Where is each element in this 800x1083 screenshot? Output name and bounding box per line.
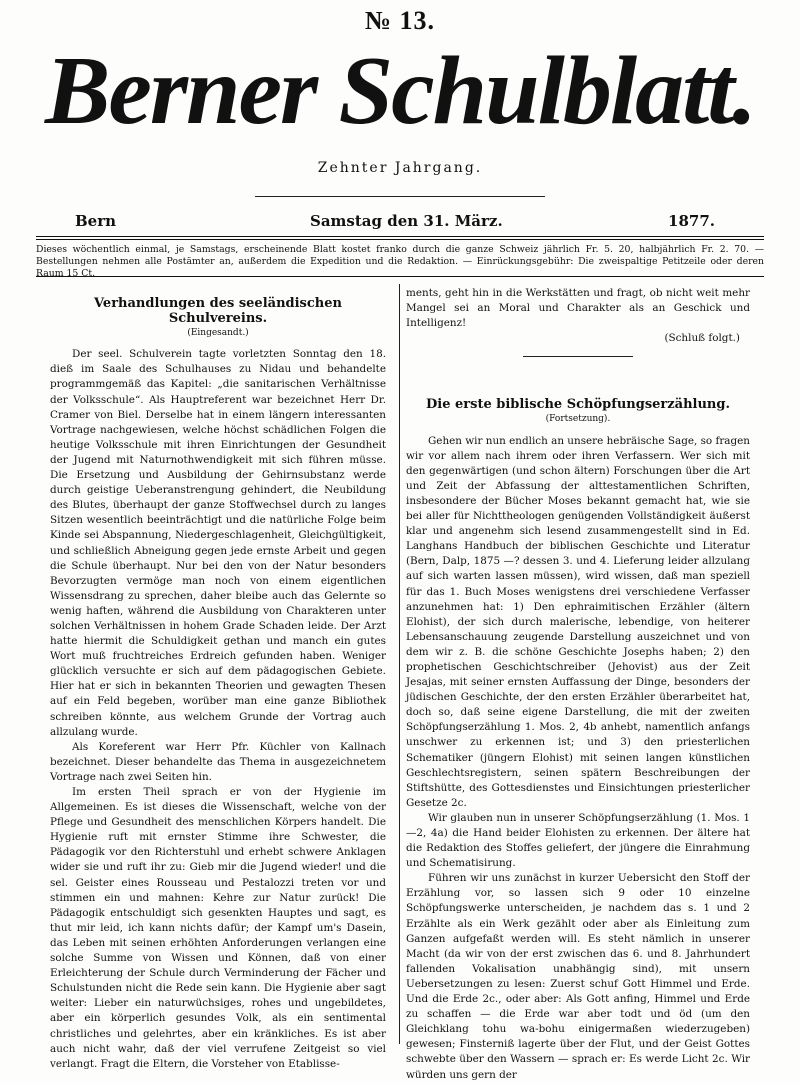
divider	[523, 356, 633, 357]
dateline-date: Samstag den 31. März.	[310, 212, 503, 230]
issue-number: № 13.	[364, 6, 436, 35]
paragraph: Im ersten Theil sprach er von der Hygienie im Allgemeinen. Es ist dieses die Wissenschaft, welche von der Pflege und Gesundheit des menschlichen Körpers handelt. Die Hygienie ruft mit ernster Stimme ihre Schwester, die Pädagogik vor den Richterstuhl und erhebt schwere Anklagen wider sie und ruft ihr zu: Gieb mir die Jugend wieder! und die sel. Geister eines Rousseau und Pestalozzi treten vor und stimmen ein und mahnen: Kehre zur Natur zurück! Die Pädagogik entschuldigt sich gesenkten Hauptes und sagt, es thut mir leid, ich kann nichts dafür; der Kampf um's Dasein, das Leben mit seinen erhöhten Anforderungen verlangen eine solche Summe von Wissen und Können, daß von einer Erleichterung der Schule durch Verminderung der Fächer und Schulstunden nicht die Rede sein kann. Die Hygienie aber sagt weiter: Lieber ein naturwüchsiges, rohes und ungebildetes, aber ein körperlich gesundes Volk, als ein sentimental christliches und gelehrtes, aber ein kränkliches. Es ist aber auch nicht wahr, daß der viel verrufene Zeitgeist so viel verlangt. Fragt die Eltern, die Vorsteher von Etablisse-	[50, 786, 386, 1070]
article-note: (Eingesandt.)	[187, 328, 249, 339]
left-column	[50, 286, 386, 1072]
paragraph: Führen wir uns zunächst in kurzer Uebersicht den Stoff der Erzählung vor, so lassen sich 9 oder 10 einzelne Schöpfungswerke unterscheiden, je nachdem das s. 1 und 2 Erzählte als ein Werk gezählt oder aber als Einleitung zum Ganzen aufgefaßt werden will. Es steht nämlich in unserer Macht (da wir von der erst zwischen das 6. und 8. Jahrhundert fallenden Vokalisation unabhängig sind), mit unsern Uebersetzungen zu lesen: Zuerst schuf Gott Himmel und Erde. Und die Erde 2c., oder aber: Als Gott anfing, Himmel und Erde zu schaffen — die Erde war aber todt und öd (um den Gleichklang tohu wa-bohu einigermaßen wiederzugeben) gewesen; Finsterniß lagerte über der Flut, und der Geist Gottes schwebte über den Wassern — sprach er: Es werde Licht 2c. Wir würden uns gern der	[406, 872, 750, 1081]
article-title: Die erste biblische Schöpfungserzählung.	[426, 397, 730, 413]
paragraph: Wir glauben nun in unserer Schöpfungserzählung (1. Mos. 1—2, 4a) die Hand beider Elohisten zu erkennen. Der ältere hat die Redaktion des Stoffes geliefert, der jüngere die Einrahmung und Schematisirung.	[406, 811, 750, 870]
dateline-place: Bern	[75, 212, 117, 230]
divider	[36, 276, 764, 277]
paragraph: Als Koreferent war Herr Pfr. Küchler von Kallnach bezeichnet. Dieser behandelte das Thema in ausgezeichnetem Vortrage nach zwei Seiten hin.	[50, 740, 386, 783]
dateline	[75, 212, 715, 234]
paragraph-continuation: ments, geht hin in die Werkstätten und fragt, ob nicht weit mehr Mangel sei an Moral und Charakter als an Geschick und Intelligenz!	[406, 287, 750, 330]
masthead-title: Berner Schulblatt.	[44, 37, 756, 145]
subscription-notice: Dieses wöchentlich einmal, je Samstags, erscheinende Blatt kostet franko durch die ganze Schweiz jährlich Fr. 5. 20, halbjährlich Fr. 2. 70. — Bestellungen nehmen alle Postämter an, außerdem die Expedition und die Redaktion. — Einrückungsgebühr: Die zweispaltige Petitzeile oder deren Raum 15 Ct.	[36, 244, 764, 279]
paragraph: Gehen wir nun endlich an unsere hebräische Sage, so fragen wir vor allem nach ihrem oder ihren Verfassern. Wer sich mit den gegenwärtigen (und schon ältern) Forschungen über die Art und Zeit der Abfassung der alttestamentlichen Schriften, insbesondere der Bücher Moses bekannt gemacht hat, wie sie bei aller für Nichttheologen genügenden Vollständigkeit äußerst klar und angenehm sich lesend zusammengestellt sind in Ed. Langhans Handbuch der biblischen Geschichte und Literatur (Bern, Dalp, 1875 —? dessen 3. und 4. Lieferung leider allzulang auf sich warten lassen müssen), wird wissen, daß man speziell für das 1. Buch Moses wenigstens drei verschiedene Verfasser anzunehmen hat: 1) Den ephraimitischen Erzähler (ältern Elohist), der sich durch malerische, lebendige, von heiterer Lebensanschauung zeugende Darstellung auszeichnet und von dem wir z. B. die schöne Geschichte Josephs haben; 2) den prophetischen Geschichtschreiber (Jehovist) aus der Zeit Jesajas, mit seiner ernsten Auffassung der Dinge, besonders der jüdischen Geschichte, der den ersten Erzähler überarbeitet hat, doch so, daß seine eigene Darstellung, die mit der zweiten Schöpfungserzählung 1. Mos. 2, 4b anhebt, namentlich anfangs unschwer zu erkennen ist; und 3) den priesterlichen Schematiker (jüngern Elohist) mit seinen langen künstlichen Geschlechtsregistern, seinen spätern Beschreibungen der Stiftshütte, des Gottesdienstes und Einsichtungen priesterlicher Gesetze 2c.	[406, 434, 750, 809]
divider	[36, 236, 764, 240]
paragraph: Der seel. Schulverein tagte vorletzten Sonntag den 18. dieß im Saale des Schulhauses zu Nidau und behandelte programmgemäß das Kapitel: „die sanitarischen Verhältnisse der Volksschule“. Als Hauptreferent war bezeichnet Herr Dr. Cramer von Biel. Derselbe hat in einem längern interessanten Vortrage nachgewiesen, welche höchst schädlichen Folgen die heutige Volksschule mit ihren Einrichtungen der Gesundheit der Jugend mit Naturnothwendigkeit mit sich führen müsse. Die Ersetzung und Ausbildung der Gehirnsubstanz werde durch geistige Ueberanstrengung gehindert, die Neubildung des Blutes, überhaupt der ganze Stoffwechsel durch zu langes Sitzen wesentlich beeinträchtigt und die natürliche Folge beim Kinde sei Abspannung, Niedergeschlagenheit, Gleichgültigkeit, und schließlich Abneigung gegen jede ernste Arbeit und gegen die Schule überhaupt. Nur bei den von der Natur besonders Bevorzugten vermöge man noch von einem eigentlichen Wissensdrang zu sprechen, daher bleibe auch das Gelernte so wenig haften, während die Ausbildung von Charakteren unter solchen Verhältnissen in hohem Grade Schaden leide. Der Arzt hatte hiermit die Schuldigkeit gethan und manch ein gutes Wort muß fruchtreiches Erdreich gefunden haben. Weniger glücklich versuchte er sich auf dem pädagogischen Gebiete. Hier hat er sich in bekannten Theorien und gewagten Thesen auf ein Feld begeben, worüber man eine ganze Bibliothek schreiben könnte, aus welchem Grunde der Vortrag auch allzulang wurde.	[50, 348, 386, 738]
divider	[255, 196, 545, 197]
right-column	[406, 286, 750, 1083]
volume-subtitle: Zehnter Jahrgang.	[317, 160, 483, 176]
continued-note: (Schluß folgt.)	[664, 332, 740, 345]
article-note: (Fortsetzung).	[545, 414, 611, 425]
column-divider	[399, 284, 400, 1044]
dateline-year: 1877.	[668, 212, 715, 230]
article-title: Verhandlungen des seeländischen Schulvereins.	[94, 296, 342, 327]
